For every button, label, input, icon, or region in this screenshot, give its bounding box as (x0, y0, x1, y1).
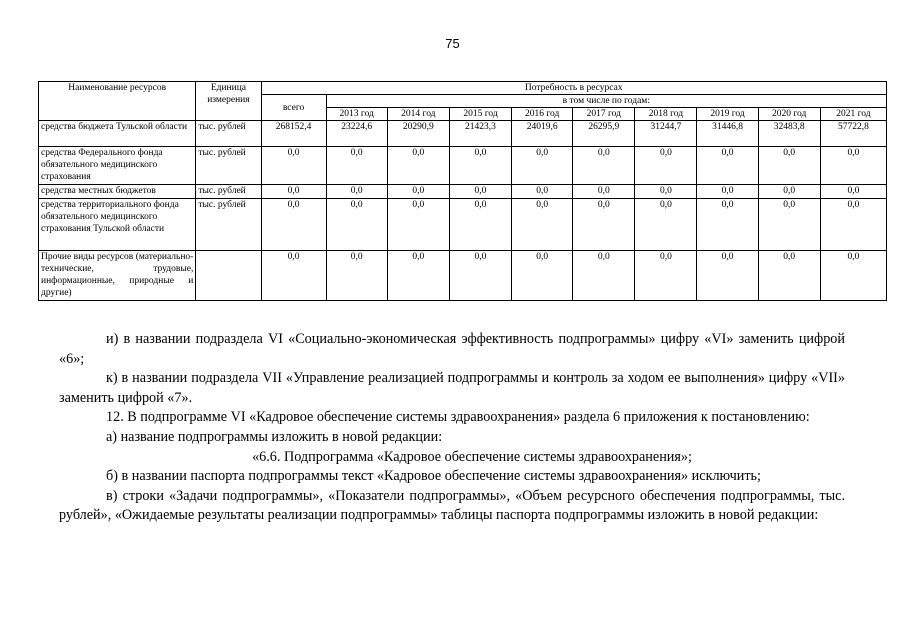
row-year-value: 20290,9 (387, 121, 449, 147)
row-year-value: 0,0 (449, 199, 511, 251)
row-name: средства бюджета Тульской области (39, 121, 196, 147)
row-name: средства местных бюджетов (39, 185, 196, 199)
table-row (39, 251, 887, 301)
header-year: 2021 год (820, 108, 886, 121)
paragraph-12: 12. В подпрограмме VI «Кадровое обеспечение системы здравоохранения» раздела 6 приложения к постановлению: (106, 409, 810, 426)
row-name: Прочие виды ресурсов (материально-технические, трудовые, информационные, природные и другие) (39, 251, 196, 301)
row-year-value: 31244,7 (635, 121, 697, 147)
row-year-value: 0,0 (758, 147, 820, 185)
table-row (39, 121, 887, 147)
row-year-value: 24019,6 (512, 121, 573, 147)
row-year-value: 0,0 (512, 185, 573, 199)
row-year-value: 0,0 (697, 147, 758, 185)
row-year-value: 0,0 (326, 147, 387, 185)
row-year-value: 0,0 (449, 251, 511, 301)
row-year-value: 0,0 (635, 199, 697, 251)
row-year-value: 31446,8 (697, 121, 758, 147)
row-year-value: 0,0 (573, 199, 635, 251)
header-year: 2019 год (697, 108, 758, 121)
row-year-value: 23224,6 (326, 121, 387, 147)
paragraph-a: а) название подпрограммы изложить в новой редакции: (106, 428, 443, 445)
header-year: 2015 год (449, 108, 511, 121)
row-year-value: 0,0 (820, 199, 886, 251)
paragraph-k: к) в названии подраздела VII «Управление реализацией подпрограммы и контроль за ходом ее выполнения» цифру «VII» заменить цифрой «7». (59, 370, 845, 406)
row-total: 0,0 (261, 199, 326, 251)
row-total: 0,0 (261, 185, 326, 199)
row-total: 268152,4 (261, 121, 326, 147)
row-name: средства Федерального фонда обязательного медицинского страхования (39, 147, 196, 185)
row-year-value: 0,0 (449, 185, 511, 199)
row-total: 0,0 (261, 251, 326, 301)
row-year-value: 0,0 (820, 147, 886, 185)
row-name: средства территориального фонда обязательного медицинского страхования Тульской области (39, 199, 196, 251)
row-unit: тыс. рублей (196, 121, 261, 147)
row-year-value: 0,0 (758, 251, 820, 301)
row-year-value: 0,0 (573, 251, 635, 301)
row-year-value: 21423,3 (449, 121, 511, 147)
row-year-value: 32483,8 (758, 121, 820, 147)
row-year-value: 0,0 (635, 147, 697, 185)
row-year-value: 0,0 (635, 185, 697, 199)
header-need-col: Потребность в ресурсах (261, 82, 887, 95)
header-year: 2013 год (326, 108, 387, 121)
row-unit: тыс. рублей (196, 185, 261, 199)
header-year: 2017 год (573, 108, 635, 121)
table-row (39, 199, 887, 251)
page-number: 75 (445, 36, 460, 51)
row-year-value: 0,0 (758, 185, 820, 199)
row-year-value: 0,0 (635, 251, 697, 301)
row-year-value: 0,0 (512, 251, 573, 301)
row-year-value: 0,0 (449, 147, 511, 185)
header-total-col: всего (261, 95, 326, 121)
table-row (39, 147, 887, 185)
header-name-col: Наименование ресурсов (39, 82, 196, 121)
row-year-value: 26295,9 (573, 121, 635, 147)
resources-table (38, 81, 887, 301)
header-year: 2020 год (758, 108, 820, 121)
row-unit (196, 251, 261, 301)
paragraph-b: б) в названии паспорта подпрограммы текст «Кадровое обеспечение системы здравоохранения» исключить; (106, 468, 761, 485)
row-year-value: 0,0 (387, 199, 449, 251)
row-year-value: 0,0 (387, 147, 449, 185)
row-total: 0,0 (261, 147, 326, 185)
row-year-value: 0,0 (387, 251, 449, 301)
row-year-value: 0,0 (697, 251, 758, 301)
row-year-value: 57722,8 (820, 121, 886, 147)
row-year-value: 0,0 (820, 185, 886, 199)
row-year-value: 0,0 (573, 147, 635, 185)
paragraph-i: и) в названии подраздела VI «Социально-экономическая эффективность подпрограммы» цифру «VI» заменить цифрой «6»; (59, 331, 845, 367)
row-year-value: 0,0 (512, 147, 573, 185)
row-year-value: 0,0 (326, 251, 387, 301)
body-text (59, 330, 845, 526)
paragraph-v: в) строки «Задачи подпрограммы», «Показатели подпрограммы», «Объем ресурсного обеспечения подпрограммы, тыс. рублей», «Ожидаемые результаты реализации подпрограммы» таблицы паспорта подпрограммы изложить в новой редакции: (59, 487, 845, 524)
row-unit: тыс. рублей (196, 147, 261, 185)
header-year: 2014 год (387, 108, 449, 121)
row-year-value: 0,0 (387, 185, 449, 199)
row-year-value: 0,0 (820, 251, 886, 301)
row-year-value: 0,0 (326, 199, 387, 251)
header-year: 2018 год (635, 108, 697, 121)
header-year: 2016 год (512, 108, 573, 121)
row-year-value: 0,0 (697, 185, 758, 199)
header-unit-col: Единица измерения (196, 82, 261, 121)
row-year-value: 0,0 (697, 199, 758, 251)
paragraph-quote: «6.6. Подпрограмма «Кадровое обеспечение системы здравоохранения»; (252, 448, 692, 465)
row-year-value: 0,0 (758, 199, 820, 251)
header-by-years: в том числе по годам: (326, 95, 886, 108)
row-unit: тыс. рублей (196, 199, 261, 251)
row-year-value: 0,0 (512, 199, 573, 251)
row-year-value: 0,0 (573, 185, 635, 199)
table-row (39, 185, 887, 199)
row-year-value: 0,0 (326, 185, 387, 199)
